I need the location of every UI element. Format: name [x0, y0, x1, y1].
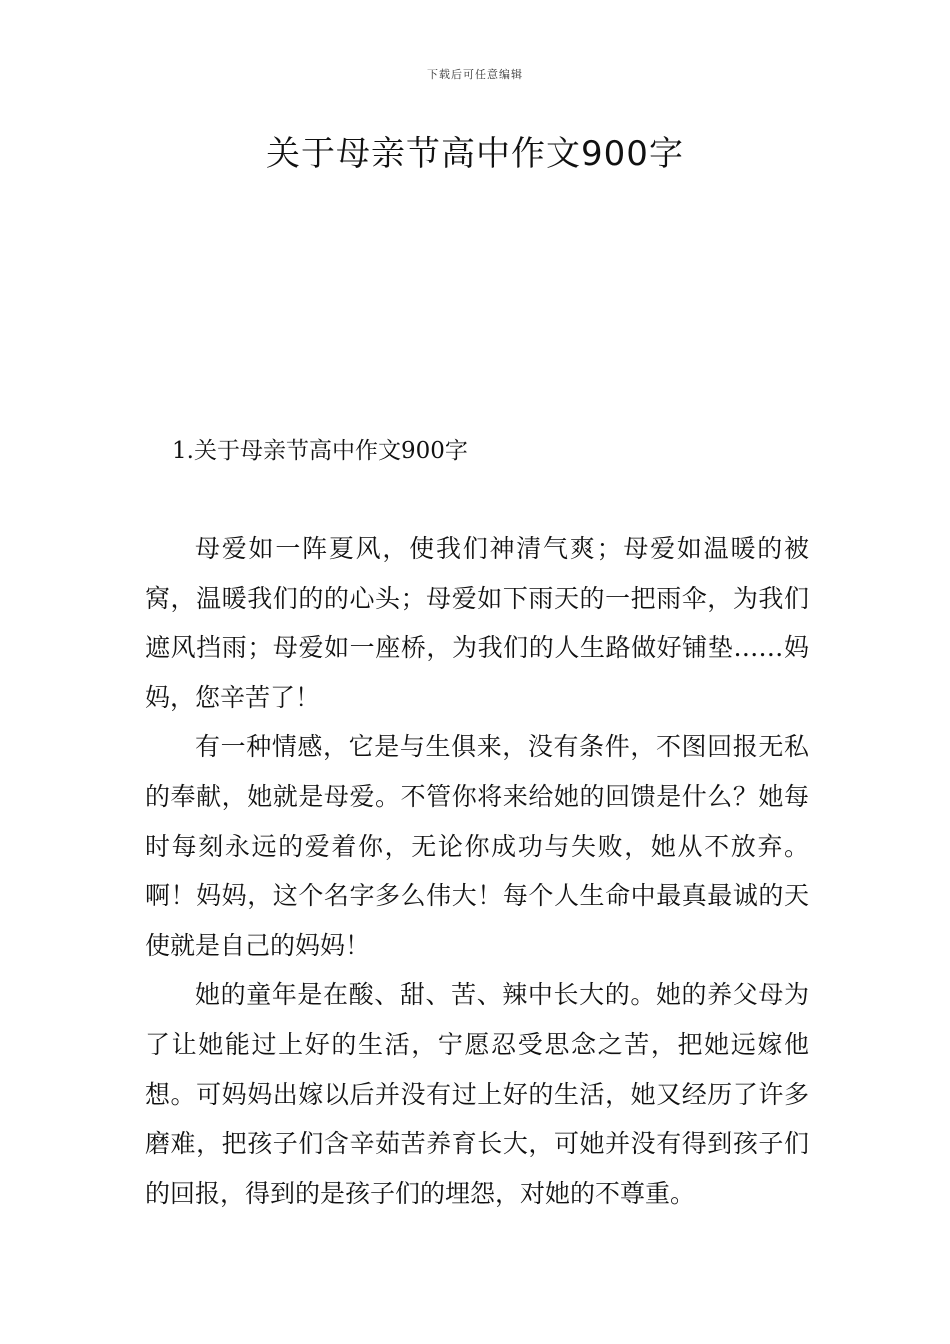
- paragraph: 她的童年是在酸、甜、苦、辣中长大的。她的养父母为了让她能过上好的生活，宁愿忍受思念之苦，把她远嫁他想。可妈妈出嫁以后并没有过上好的生活，她又经历了许多磨难，把孩子们含辛茹苦养育长大，可她并没有得到孩子们的回报，得到的是孩子们的埋怨，对她的不尊重。: [145, 980, 809, 1208]
- essay-body: [145, 524, 809, 1218]
- paragraph: 有一种情感，它是与生俱来，没有条件，不图回报无私的奉献，她就是母爱。不管你将来给她的回馈是什么？她每时每刻永远的爱着你，无论你成功与失败，她从不放弃。啊！妈妈，这个名字多么伟大！每个人生命中最真最诚的天使就是自己的妈妈！: [145, 732, 809, 960]
- document-title: 关于母亲节高中作文900字: [266, 134, 684, 174]
- header-note: 下载后可任意编辑: [427, 68, 523, 81]
- section-heading: 1.关于母亲节高中作文900字: [172, 438, 468, 464]
- paragraph: 母爱如一阵夏风，使我们神清气爽；母爱如温暖的被窝，温暖我们的的心头；母爱如下雨天的一把雨伞，为我们遮风挡雨；母爱如一座桥，为我们的人生路做好铺垫……妈妈，您辛苦了！: [145, 534, 809, 712]
